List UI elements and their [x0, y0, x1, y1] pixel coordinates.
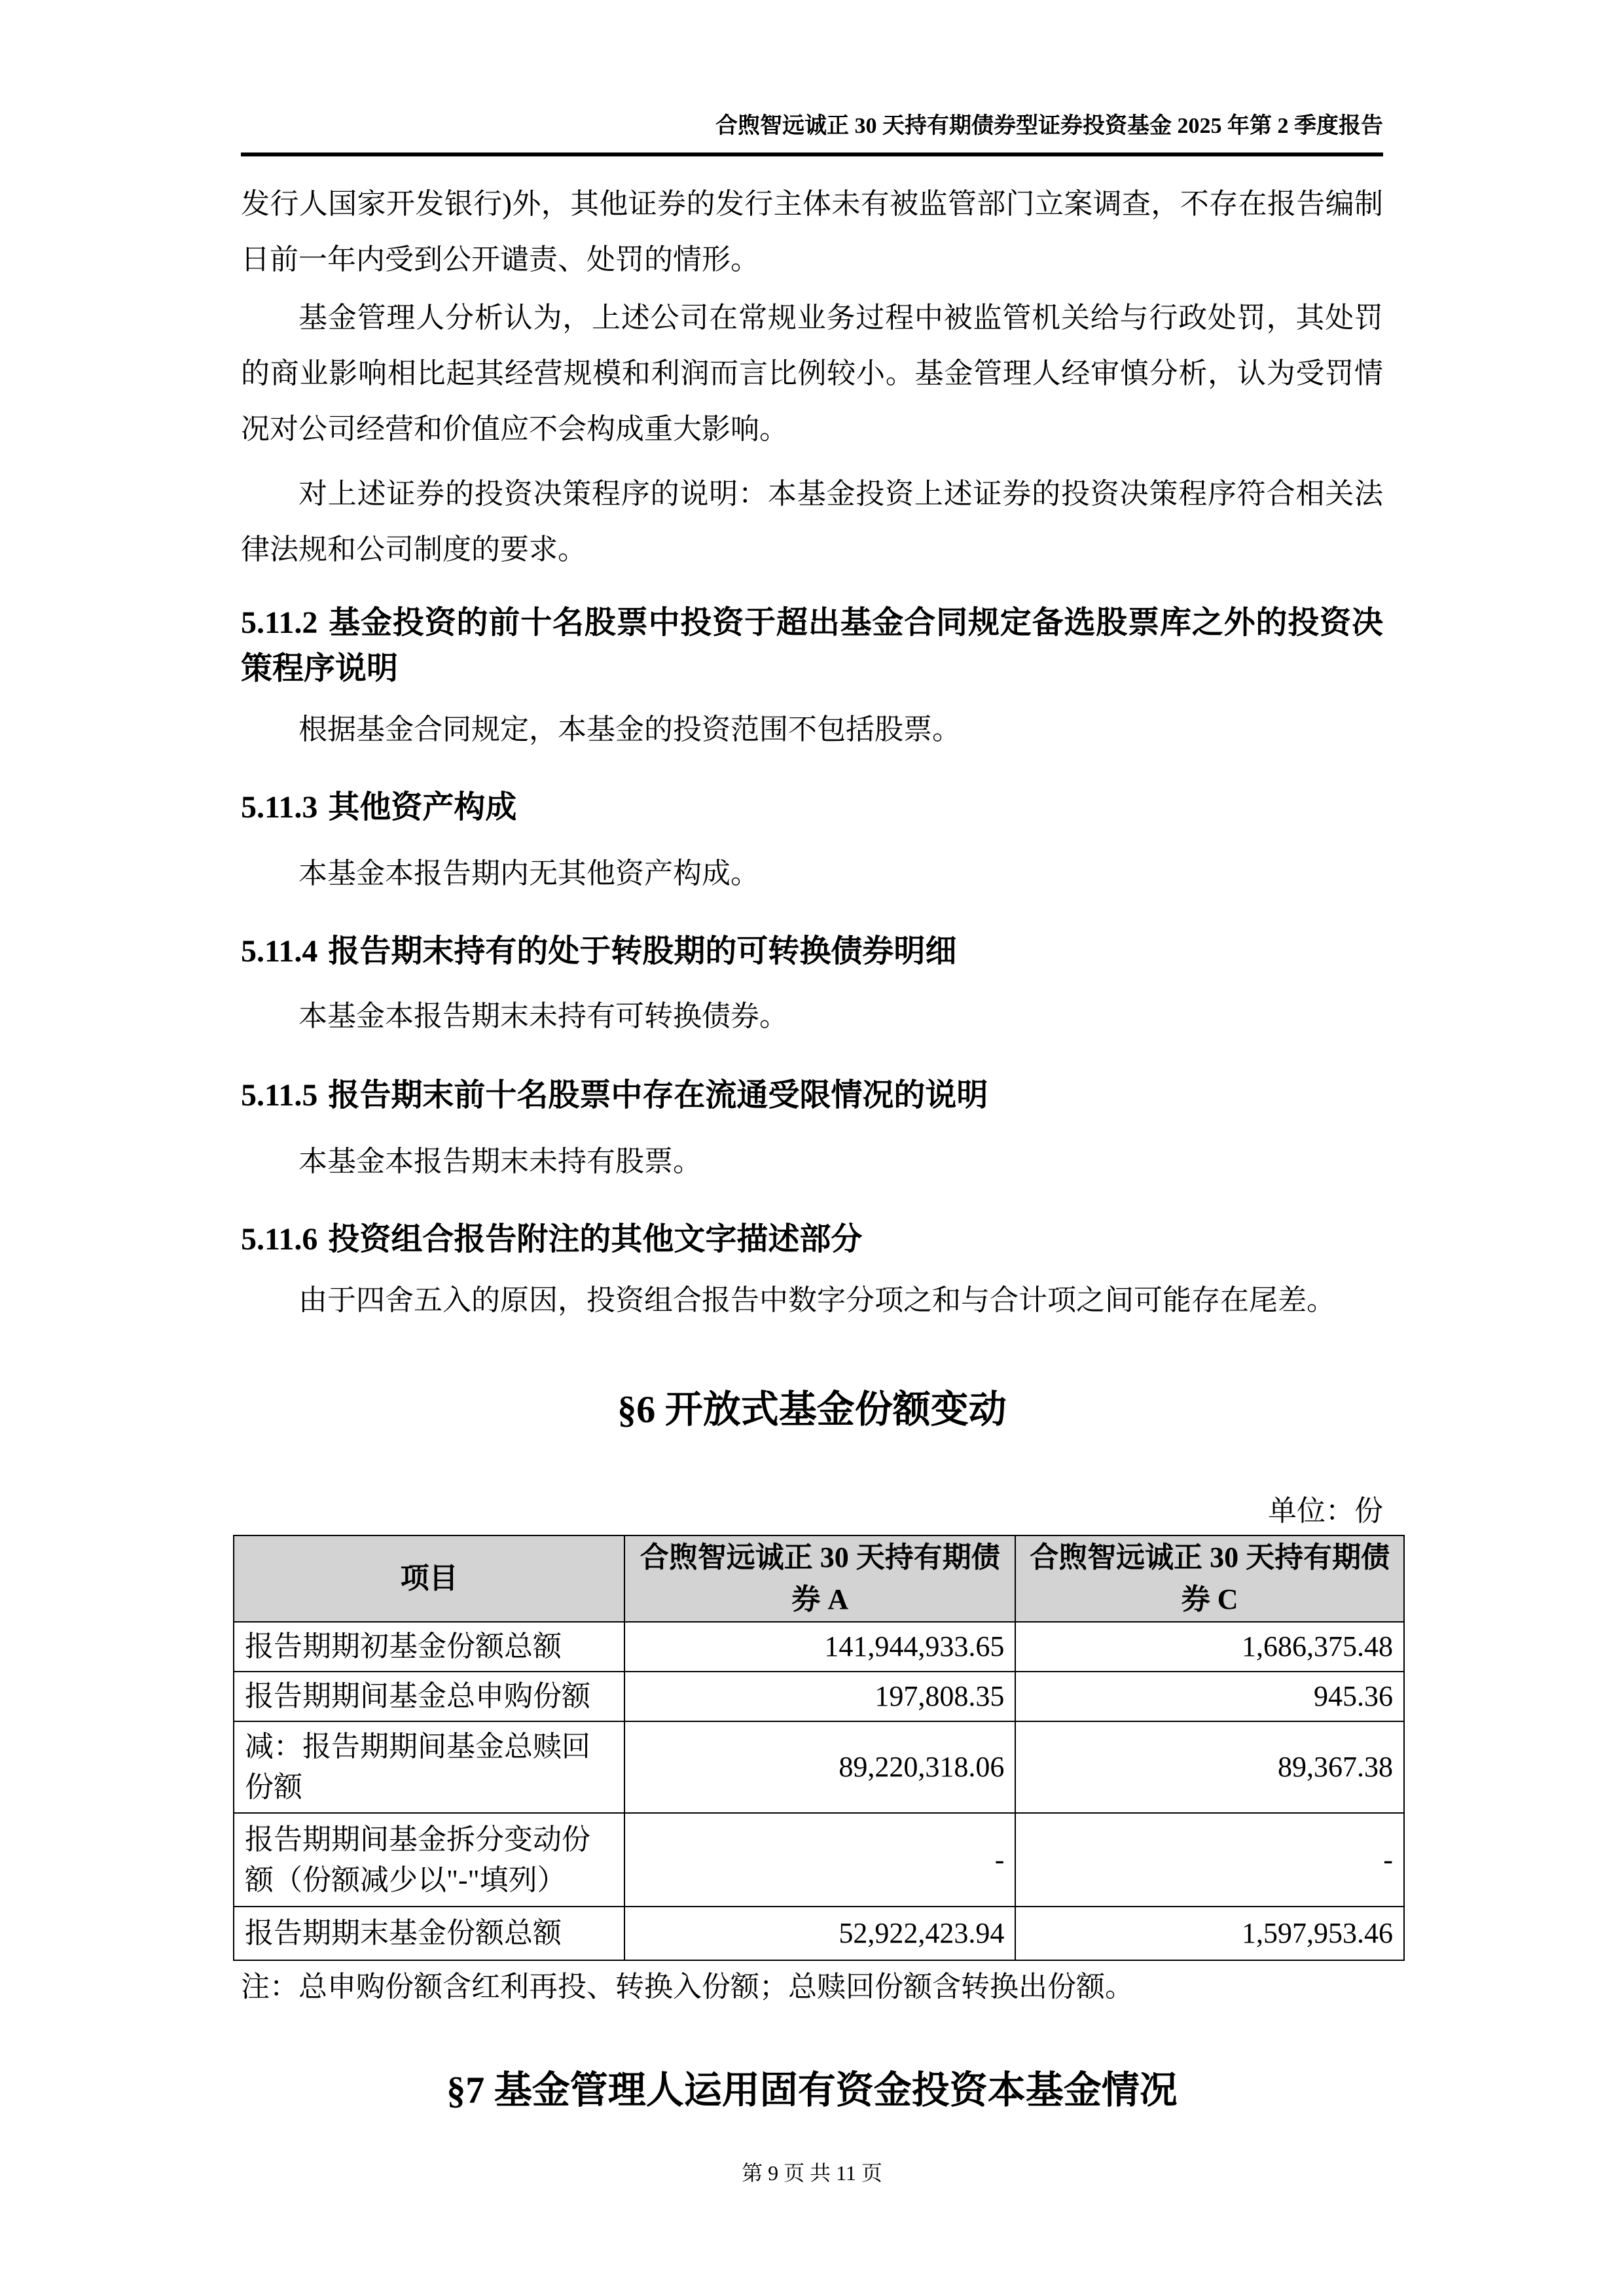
share-a-cell: -: [624, 1813, 1015, 1907]
section-heading-5-11-4: [241, 929, 1383, 975]
share-c-cell: 945.36: [1015, 1672, 1404, 1721]
section-title: 投资组合报告附注的其他文字描述部分: [328, 1222, 863, 1257]
row-label-cell: 报告期期末基金份额总额: [234, 1907, 624, 1960]
section-body-5-11-5: 本基金本报告期末未持有股票。: [298, 1145, 702, 1177]
section-number: 5.11.5: [241, 1078, 318, 1113]
header-divider: [241, 152, 1383, 156]
chapter-heading-6: §6 开放式基金份额变动: [617, 1388, 1007, 1431]
paragraph-decision: 对上述证券的投资决策程序的说明：本基金投资上述证券的投资决策程序符合相关法律法规和公司制度的要求。: [241, 478, 1383, 565]
section-heading-5-11-6: [241, 1217, 1383, 1263]
share-a-cell: 89,220,318.06: [624, 1721, 1015, 1813]
section-heading-5-11-3: [241, 785, 1383, 831]
share-a-cell: 141,944,933.65: [624, 1622, 1015, 1672]
table-unit-label: 单位：份: [1268, 1495, 1383, 1527]
section-number: 5.11.6: [241, 1222, 318, 1257]
section-title: 报告期末持有的处于转股期的可转换债券明细: [328, 934, 957, 969]
share-c-cell: 89,367.38: [1015, 1721, 1404, 1813]
section-body-5-11-3: 本基金本报告期内无其他资产构成。: [298, 857, 759, 889]
share-a-cell: 52,922,423.94: [624, 1907, 1015, 1960]
table-row: [234, 1672, 1404, 1721]
fund-share-change-table: [233, 1535, 1405, 1961]
section-number: 5.11.4: [241, 934, 318, 969]
table-row: [234, 1622, 1404, 1672]
section-body-5-11-4: 本基金本报告期末未持有可转换债券。: [298, 1000, 788, 1032]
row-label-cell: 报告期期初基金份额总额: [234, 1622, 624, 1672]
report-header-title: 合煦智远诚正 30 天持有期债券型证券投资基金 2025 年第 2 季度报告: [715, 114, 1383, 138]
page-number-indicator: 第 9 页 共 11 页: [742, 2161, 882, 2185]
table-header-row: [234, 1535, 1404, 1622]
chapter-heading-7: §7 基金管理人运用固有资金投资本基金情况: [446, 2069, 1178, 2111]
table-note: 注：总申购份额含红利再投、转换入份额；总赎回份额含转换出份额。: [241, 1971, 1134, 2003]
section-number: 5.11.2: [241, 605, 318, 640]
section-number: 5.11.3: [241, 790, 318, 825]
table-row: [234, 1721, 1404, 1813]
share-a-cell: 197,808.35: [624, 1672, 1015, 1721]
section-body-5-11-2: 根据基金合同规定，本基金的投资范围不包括股票。: [298, 713, 961, 745]
row-label-cell: 减：报告期期间基金总赎回份额: [234, 1721, 624, 1813]
section-title: 基金投资的前十名股票中投资于超出基金合同规定备选股票库之外的投资决策程序说明: [241, 605, 1383, 686]
column-header-class-c: 合煦智远诚正 30 天持有期债券 C: [1015, 1535, 1404, 1622]
section-heading-5-11-2: [241, 600, 1383, 692]
column-header-class-a: 合煦智远诚正 30 天持有期债券 A: [624, 1535, 1015, 1622]
section-heading-5-11-5: [241, 1073, 1383, 1119]
row-label-cell: 报告期期间基金总申购份额: [234, 1672, 624, 1721]
share-c-cell: 1,686,375.48: [1015, 1622, 1404, 1672]
paragraph-continuation: 发行人国家开发银行)外，其他证券的发行主体未有被监管部门立案调查，不存在报告编制日前一年内受到公开谴责、处罚的情形。: [241, 188, 1383, 276]
section-title: 报告期末前十名股票中存在流通受限情况的说明: [328, 1078, 988, 1113]
section-title: 其他资产构成: [328, 790, 517, 825]
section-body-5-11-6: 由于四舍五入的原因，投资组合报告中数字分项之和与合计项之间可能存在尾差。: [298, 1284, 1335, 1316]
row-label-cell: 报告期期间基金拆分变动份额（份额减少以"-"填列）: [234, 1813, 624, 1907]
share-c-cell: -: [1015, 1813, 1404, 1907]
share-c-cell: 1,597,953.46: [1015, 1907, 1404, 1960]
column-header-item: 项目: [234, 1535, 624, 1622]
paragraph-analysis: 基金管理人分析认为，上述公司在常规业务过程中被监管机关给与行政处罚，其处罚的商业影响相比起其经营规模和利润而言比例较小。基金管理人经审慎分析，认为受罚情况对公司经营和价值应不会构成重大影响。: [241, 302, 1383, 445]
table-row: [234, 1907, 1404, 1960]
table-row: [234, 1813, 1404, 1907]
